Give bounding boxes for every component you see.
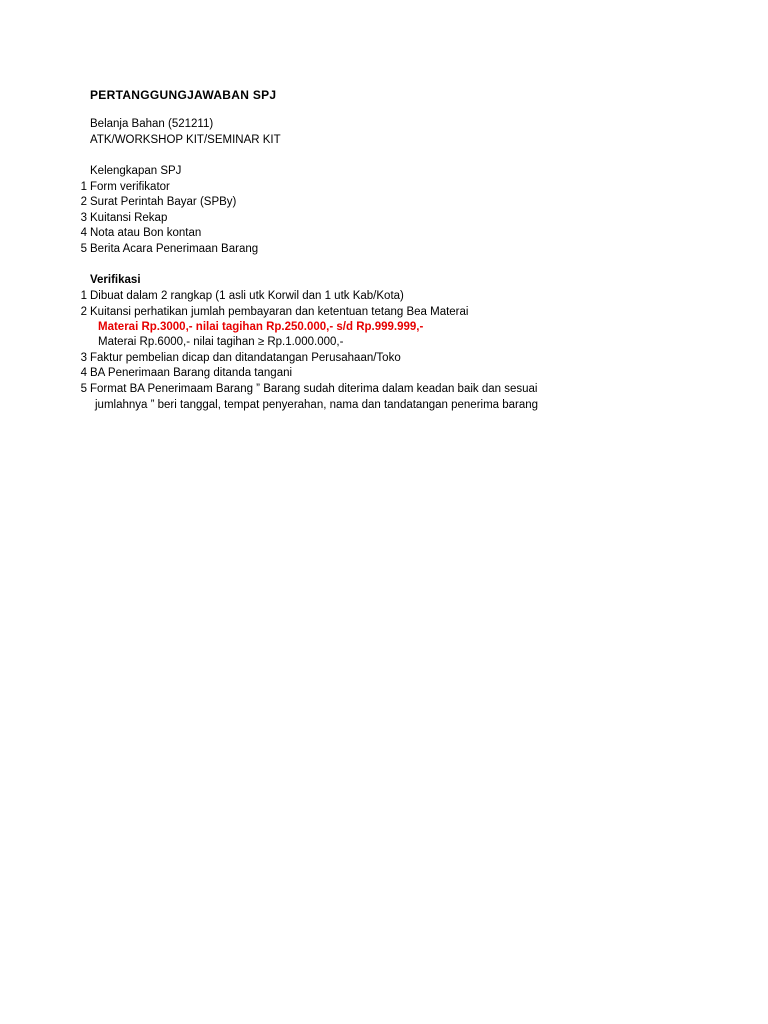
materai-3000-note: Materai Rp.3000,- nilai tagihan Rp.250.000,- s/d Rp.999.999,- bbox=[98, 321, 424, 333]
item-text: BA Penerimaan Barang ditanda tangani bbox=[90, 367, 293, 379]
verifikasi-item bbox=[78, 305, 468, 319]
item-text: Kuitansi perhatikan jumlah pembayaran dan ketentuan tetang Bea Materai bbox=[90, 306, 469, 318]
item-number: 2 bbox=[80, 306, 87, 318]
kelengkapan-item bbox=[78, 242, 258, 256]
subcategory-label: ATK/WORKSHOP KIT/SEMINAR KIT bbox=[90, 134, 281, 146]
item-number: 3 bbox=[80, 352, 87, 364]
item-number: 1 bbox=[80, 181, 87, 193]
kelengkapan-item bbox=[78, 180, 170, 194]
item-text: Format BA Penerimaam Barang ” Barang sudah diterima dalam keadan baik dan sesuai bbox=[90, 383, 538, 395]
kelengkapan-item bbox=[78, 226, 201, 240]
verifikasi-heading: Verifikasi bbox=[90, 274, 141, 286]
item-number: 3 bbox=[80, 212, 87, 224]
kelengkapan-item bbox=[78, 211, 167, 225]
item-number: 5 bbox=[80, 383, 87, 395]
item-text: Dibuat dalam 2 rangkap (1 asli utk Korwil dan 1 utk Kab/Kota) bbox=[90, 290, 404, 302]
verifikasi-item bbox=[78, 289, 404, 303]
verifikasi-item bbox=[78, 366, 292, 380]
verifikasi-item bbox=[78, 382, 537, 396]
kelengkapan-heading: Kelengkapan SPJ bbox=[90, 165, 182, 177]
item-text: Kuitansi Rekap bbox=[90, 212, 168, 224]
item-number: 1 bbox=[80, 290, 87, 302]
item-number: 5 bbox=[80, 243, 87, 255]
category-label: Belanja Bahan (521211) bbox=[90, 118, 214, 130]
item-text: Faktur pembelian dicap dan ditandatangan Perusahaan/Toko bbox=[90, 352, 401, 364]
document-title: PERTANGGUNGJAWABAN SPJ bbox=[90, 88, 277, 102]
verifikasi-continuation: jumlahnya ” beri tanggal, tempat penyerahan, nama dan tandatangan penerima barang bbox=[95, 399, 539, 411]
item-text: Berita Acara Penerimaan Barang bbox=[90, 243, 259, 255]
verifikasi-item bbox=[78, 351, 401, 365]
item-number: 4 bbox=[80, 367, 87, 379]
item-text: Surat Perintah Bayar (SPBy) bbox=[90, 196, 237, 208]
materai-6000-note: Materai Rp.6000,- nilai tagihan ≥ Rp.1.000.000,- bbox=[98, 336, 344, 348]
item-text: Form verifikator bbox=[90, 181, 170, 193]
item-number: 2 bbox=[80, 196, 87, 208]
item-text: Nota atau Bon kontan bbox=[90, 227, 202, 239]
kelengkapan-item bbox=[78, 195, 236, 209]
item-number: 4 bbox=[80, 227, 87, 239]
